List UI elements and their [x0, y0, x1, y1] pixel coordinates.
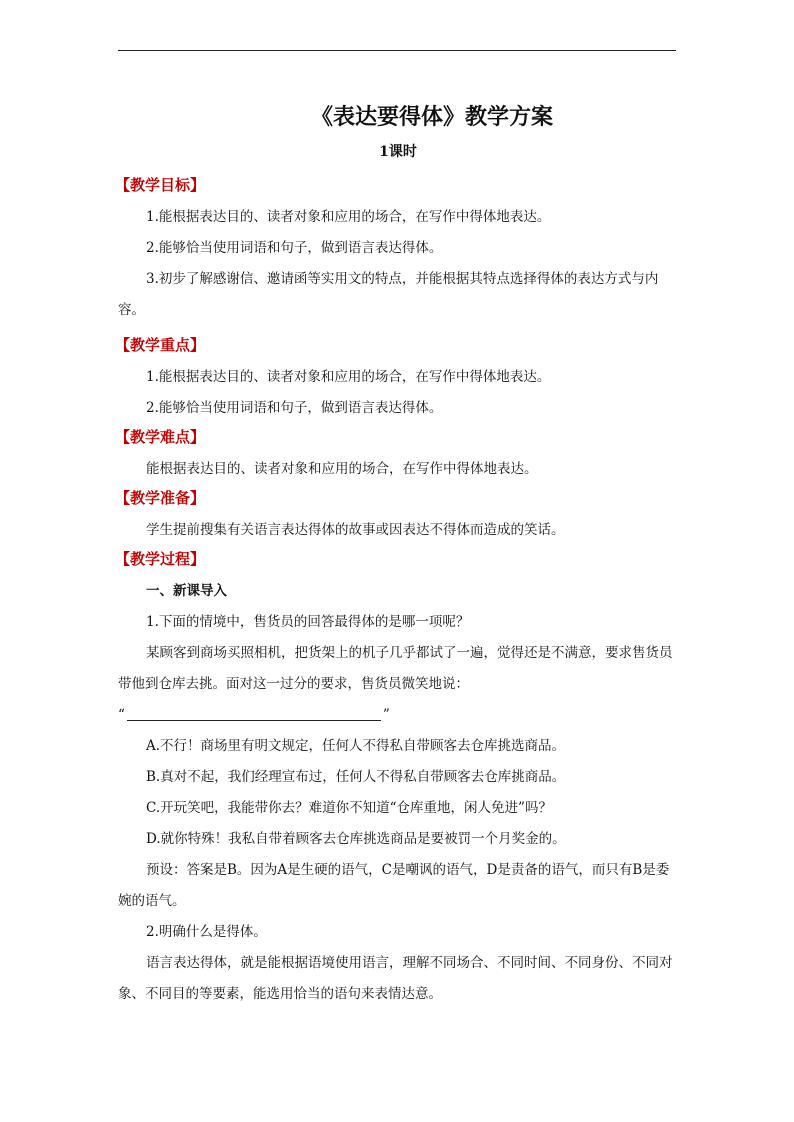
- scenario-text: 某顾客到商场买照相机，把货架上的机子几乎都试了一遍，觉得还是不满意，要求售货员带他到仓库去挑。面对这一过分的要求，售货员微笑地说：: [118, 645, 673, 692]
- option-c: C.开玩笑吧，我能带你去？难道你不知道“仓库重地，闲人免进”吗？: [146, 800, 552, 816]
- document-title: 《表达要得体》教学方案: [310, 104, 553, 130]
- section-heading-goals: 【教学目标】: [115, 176, 206, 194]
- key-item: 2.能够恰当使用词语和句子，做到语言表达得体。: [146, 400, 443, 416]
- answer-blank: [118, 700, 678, 731]
- process-question-2: 2.明确什么是得体。: [146, 924, 267, 940]
- key-item: 1.能根据表达目的、读者对象和应用的场合，在写作中得体地表达。: [146, 369, 551, 385]
- goal-item: 3.初步了解感谢信、邀请函等实用文的特点，并能根据其特点选择得体的表达方式与内容。: [118, 271, 659, 318]
- difficult-text: 能根据表达目的、读者对象和应用的场合，在写作中得体地表达。: [146, 461, 538, 477]
- document-body: [115, 100, 678, 1010]
- section-heading-difficult: 【教学难点】: [115, 428, 206, 446]
- process-question-1: 1.下面的情境中，售货员的回答最得体的是哪一项呢？: [146, 614, 470, 630]
- option-d: D.就你特殊！我私自带着顾客去仓库挑选商品是要被罚一个月奖金的。: [146, 831, 566, 847]
- process-part-title: 一、新课导入: [146, 583, 227, 599]
- section-heading-process: 【教学过程】: [115, 550, 206, 568]
- section-heading-key: 【教学重点】: [115, 336, 206, 354]
- goal-item: 2.能够恰当使用词语和句子，做到语言表达得体。: [146, 240, 443, 256]
- section-heading-prep: 【教学准备】: [115, 489, 206, 507]
- option-b: B.真对不起，我们经理宣布过，任何人不得私自带顾客去仓库挑商品。: [146, 769, 566, 785]
- quote-close: ”: [382, 707, 390, 723]
- header-rule: [118, 50, 676, 51]
- option-a: A.不行！商场里有明文规定，任何人不得私自带顾客去仓库挑选商品。: [146, 738, 566, 754]
- document-subtitle: 1课时: [379, 144, 417, 160]
- blank-underline: [127, 706, 381, 721]
- prep-text: 学生提前搜集有关语言表达得体的故事或因表达不得体而造成的笑话。: [146, 522, 565, 538]
- definition-text: 语言表达得体，就是能根据语境使用语言，理解不同场合、不同时间、不同身份、不同对象、不同目的等要素，能选用恰当的语句来表情达意。: [118, 955, 673, 1002]
- quote-open: “: [118, 707, 125, 723]
- answer-explanation: 预设：答案是B。因为A是生硬的语气，C是嘲讽的语气，D是责备的语气，而只有B是委婉的语气。: [118, 862, 670, 909]
- goal-item: 1.能根据表达目的、读者对象和应用的场合，在写作中得体地表达。: [146, 209, 551, 225]
